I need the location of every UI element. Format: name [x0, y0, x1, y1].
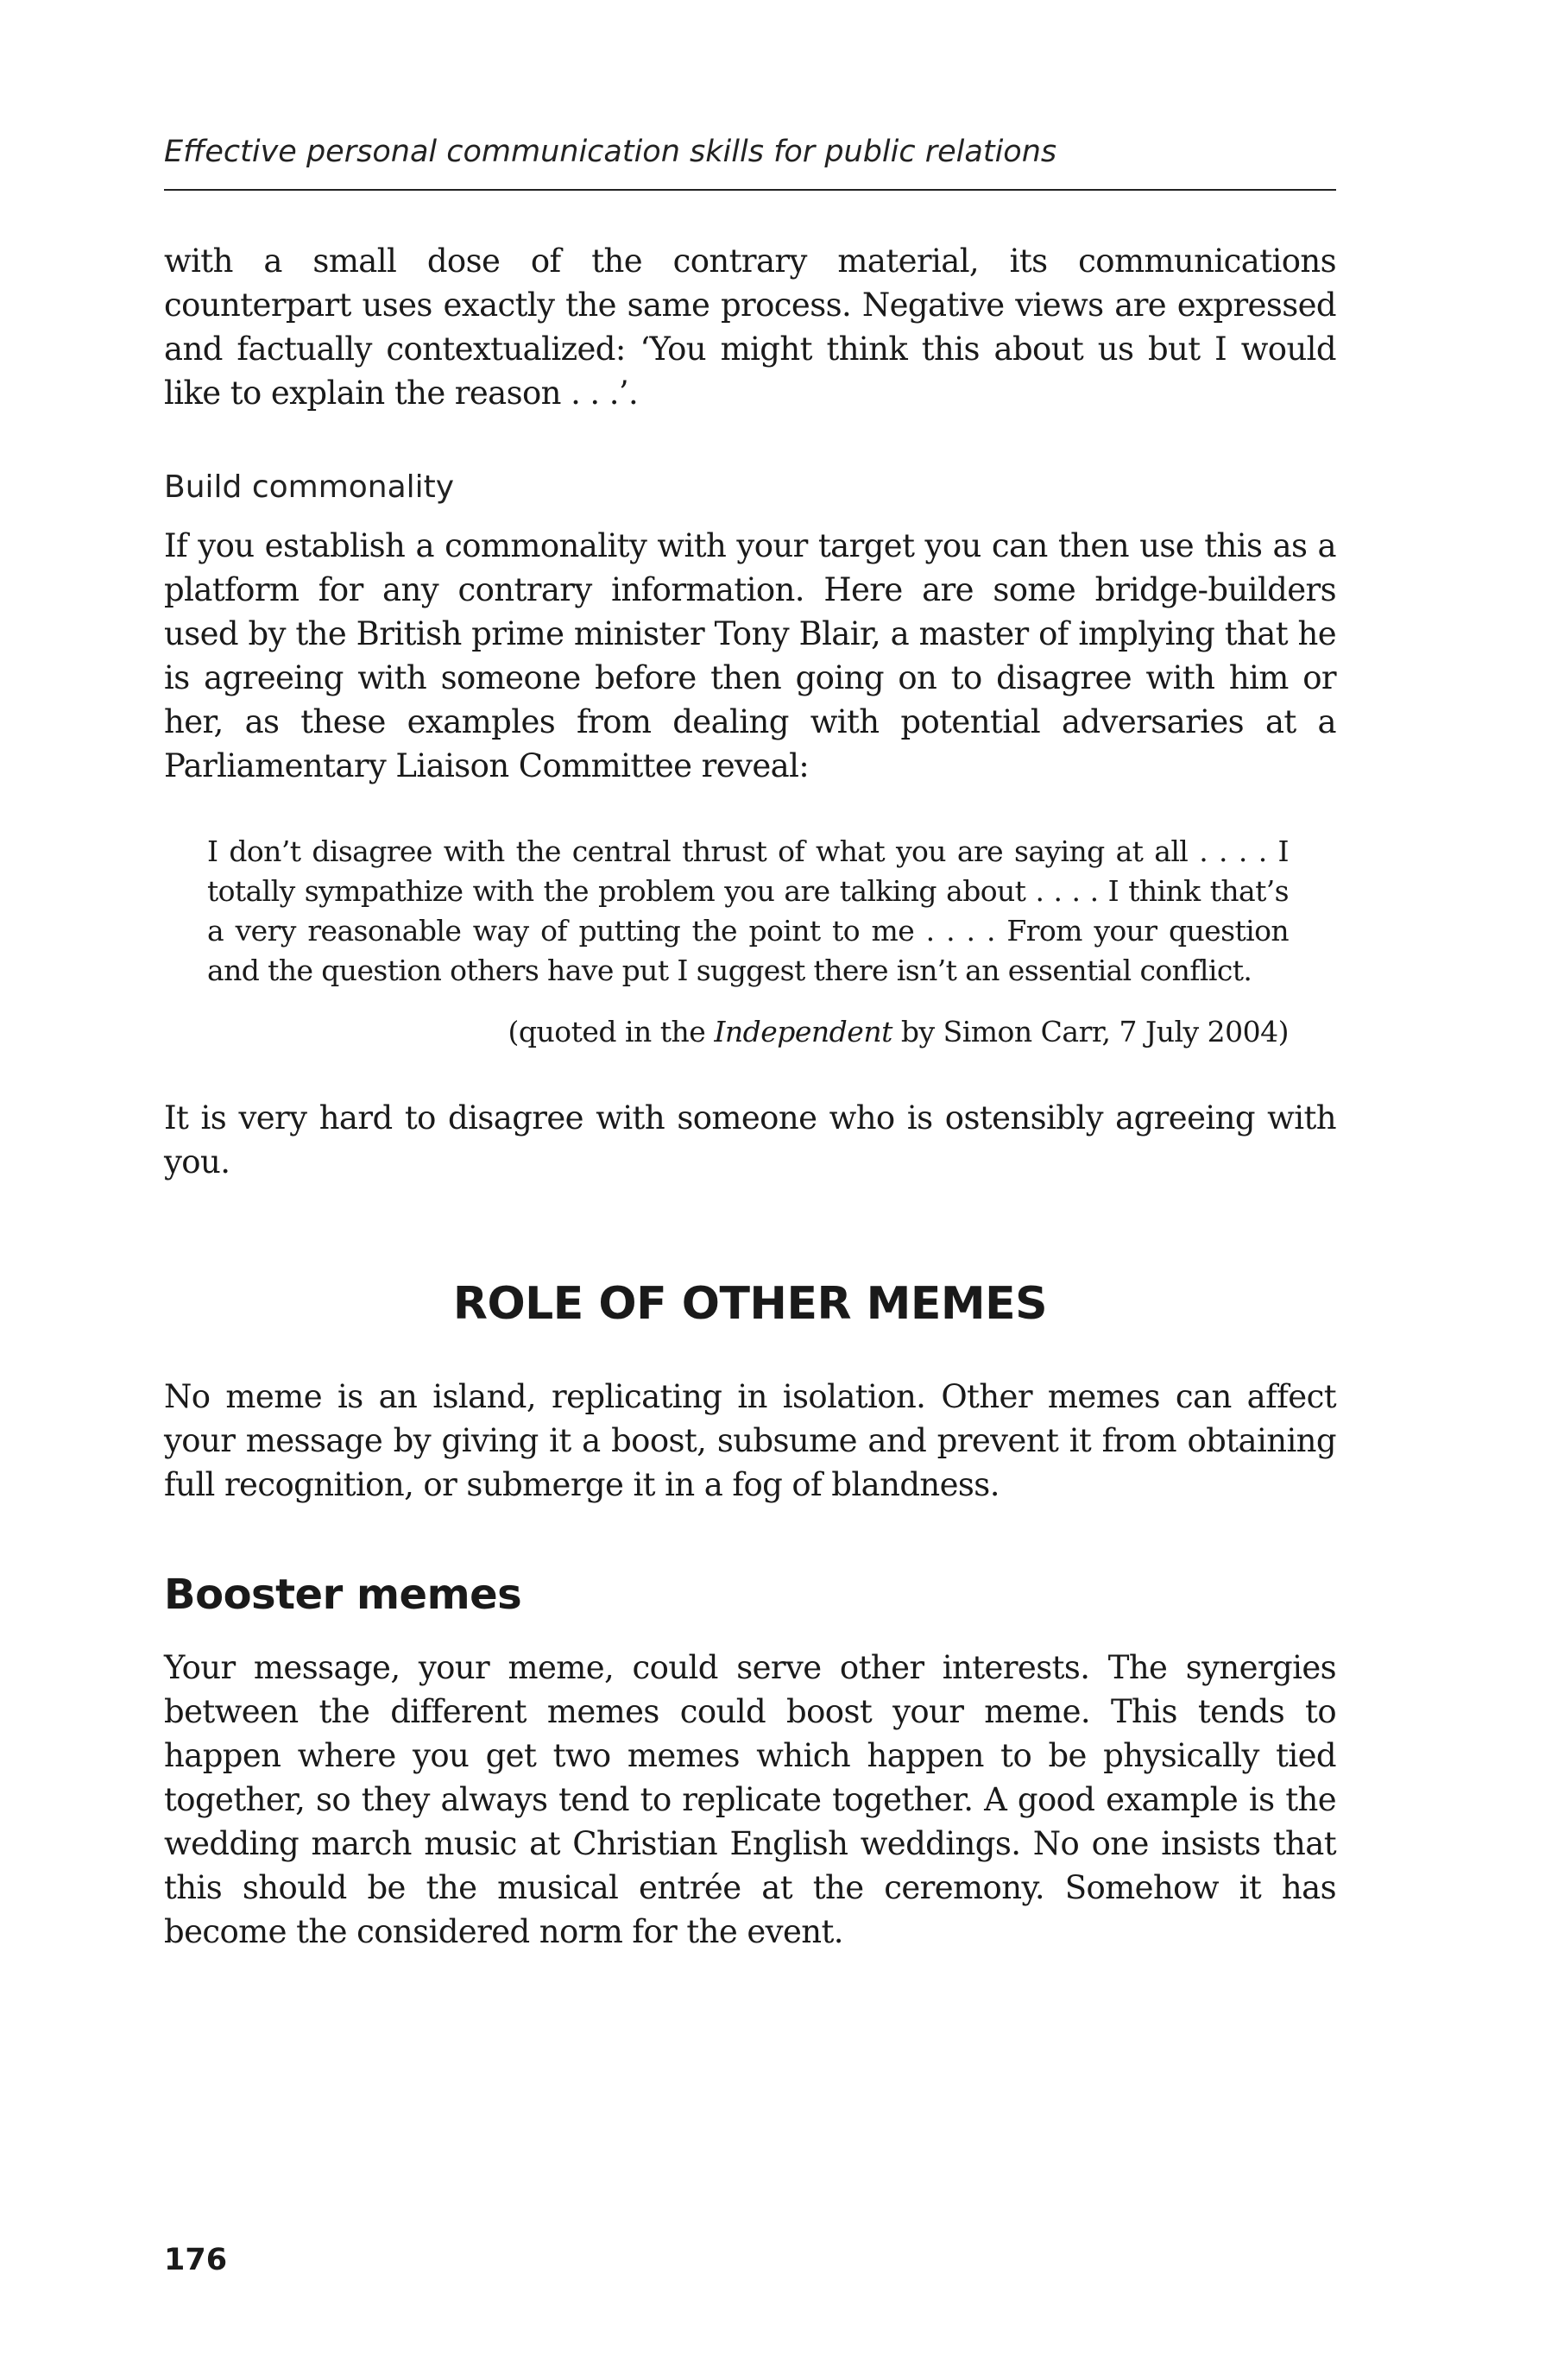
paragraph-no-meme — [164, 1375, 1336, 1507]
header-rule — [164, 189, 1336, 191]
quote-citation — [164, 1012, 1289, 1052]
subheading-booster-memes: Booster memes — [164, 1571, 522, 1619]
paragraph-commonality — [164, 524, 1336, 788]
page-number: 176 — [164, 2243, 228, 2277]
running-head: Effective personal communication skills for public relations — [164, 135, 1057, 169]
subheading-text: Build commonality — [164, 469, 455, 505]
paragraph-booster — [164, 1646, 1336, 1954]
paragraph-agreeing — [164, 1096, 1336, 1184]
paragraph-continuation — [164, 239, 1336, 415]
paragraph-text: No meme is an island, replicating in isolation. Other memes can affect your message by giving it a boost, subsume and prevent it from obtaining full recognition, or submerge it in a fog of blandness. — [164, 1378, 1336, 1503]
paragraph-text: with a small dose of the contrary material, its communications counterpart uses exactly the same process. Negative views are expressed and factually contextualized: ‘You might think this about us but I would like to explain the reason . . .’. — [164, 242, 1336, 412]
paragraph-text: If you establish a commonality with your target you can then use this as a platform for any contrary information. Here are some bridge-builders used by the British prime minister Tony Blair, a master of implying that he is agreeing with someone before then going on to disagree with him or her, as these examples from dealing with potential adversaries at a Parliamentary Liaison Committee reveal: — [164, 527, 1336, 784]
section-heading: ROLE OF OTHER MEMES — [452, 1278, 1048, 1330]
book-page — [164, 0, 1336, 2380]
paragraph-text: It is very hard to disagree with someone who is ostensibly agreeing with you. — [164, 1099, 1336, 1181]
subheading-build-commonality — [164, 466, 1336, 509]
citation-prefix: (quoted in the — [508, 1015, 715, 1048]
citation-suffix: by Simon Carr, 7 July 2004) — [892, 1015, 1289, 1048]
paragraph-text: Your message, your meme, could serve other interests. The synergies between the different memes could boost your meme. This tends to happen where you get two memes which happen to be physically tied together, so they always tend to replicate together. A good example is the wedding march music at Christian English weddings. No one insists that this should be the musical entrée at the ceremony. Somehow it has become the considered norm for the event. — [164, 1649, 1336, 1950]
citation-publication: Independent — [714, 1015, 892, 1048]
block-quote: I don’t disagree with the central thrust of what you are saying at all . . . . I totally sympathize with the problem you are talking about . . . . I think that’s a very reasonable way of putting the point to me . . . . From your question and the question others have put I suggest there isn’t an essential conflict. — [207, 834, 1289, 987]
